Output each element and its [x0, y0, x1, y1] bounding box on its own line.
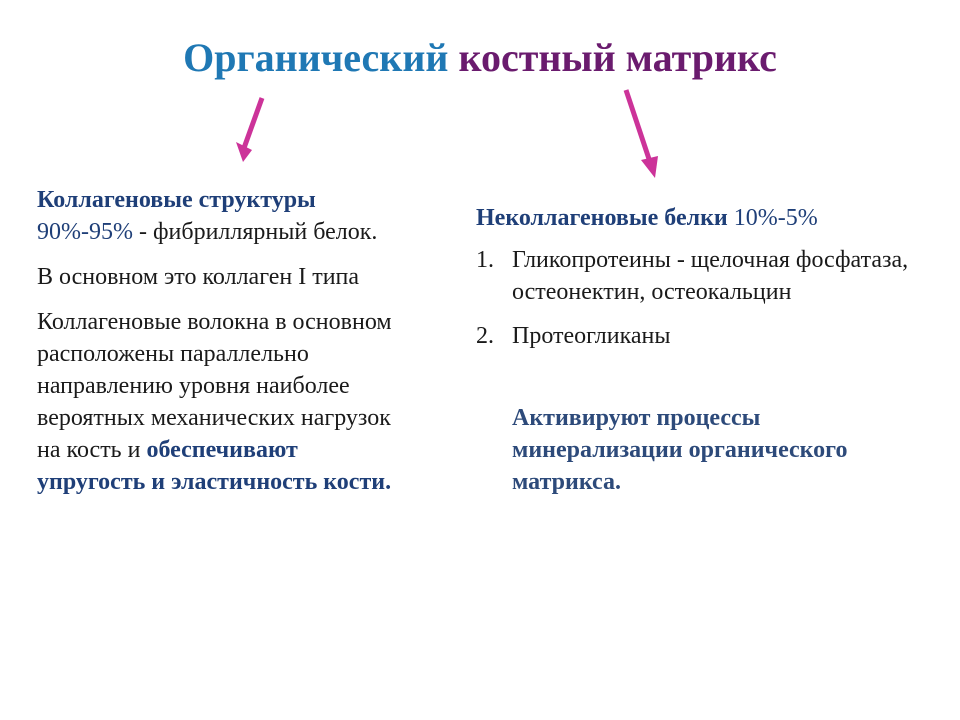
- collagen-percent: 90%-95%: [37, 219, 133, 245]
- arrows-layer: [0, 0, 960, 200]
- list-item-number: 1.: [476, 247, 494, 273]
- title-part-bone-matrix: костный матрикс: [458, 35, 777, 80]
- collagen-description: - фибриллярный белок.: [132, 219, 378, 245]
- left-arrow-icon: [236, 98, 262, 162]
- collagen-paragraph-3: [37, 306, 397, 498]
- noncollagen-heading-line: [476, 202, 936, 234]
- noncollagen-column: [476, 202, 936, 498]
- title-part-organic: Органический: [183, 35, 449, 80]
- list-item: [476, 244, 936, 308]
- collagen-paragraph-1: [37, 184, 397, 248]
- noncollagen-heading: Неколлагеновые белки: [476, 205, 728, 231]
- right-arrow-icon: [626, 90, 658, 178]
- collagen-heading: Коллагеновые структуры: [37, 187, 316, 213]
- noncollagen-percent: 10%-5%: [733, 205, 818, 231]
- list-item-text: Гликопротеины - щелочная фосфатаза, остеонектин, остеокальцин: [512, 247, 909, 305]
- list-item-text: Протеогликаны: [512, 323, 671, 349]
- collagen-paragraph-2: В основном это коллаген I типа: [37, 264, 360, 290]
- list-item: [476, 320, 936, 352]
- noncollagen-list: [476, 244, 936, 352]
- collagen-fibers-emphasis: обеспечивают упругость и эластичность кости.: [37, 437, 392, 495]
- collagen-fibers-text: Коллагеновые волокна в основном расположены параллельно направлению уровня наиболее вероятных механических нагрузок на кость и: [37, 309, 392, 463]
- collagen-column: [37, 184, 397, 511]
- list-item-number: 2.: [476, 323, 494, 349]
- mineralization-conclusion: Активируют процессы минерализации органического матрикса.: [512, 405, 848, 495]
